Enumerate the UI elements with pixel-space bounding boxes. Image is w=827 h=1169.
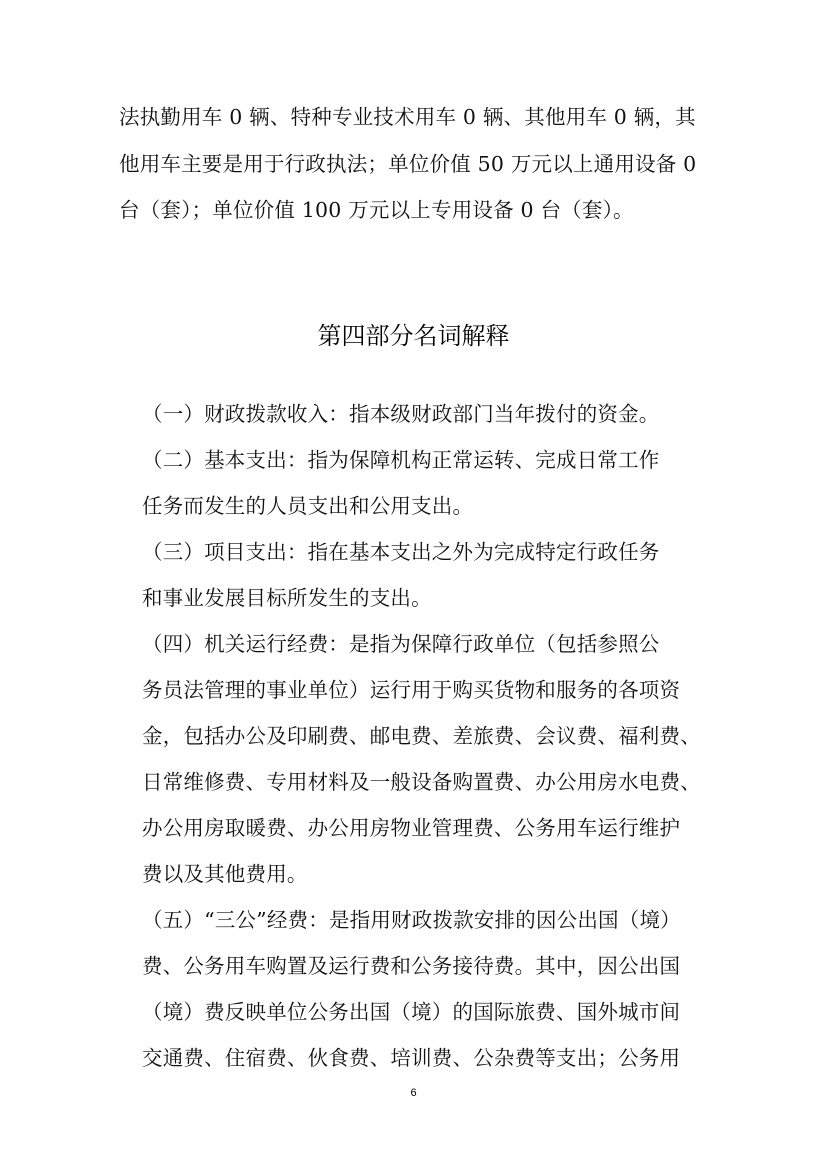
- definition-line: （二）基本支出：指为保障机构正常运转、完成日常工作: [142, 448, 660, 472]
- definition-line: （三）项目支出：指在基本支出之外为完成特定行政任务: [142, 540, 660, 564]
- body-text-line: 他用车主要是用于行政执法；单位价值 50 万元以上通用设备 0: [119, 152, 697, 176]
- definition-line: 务员法管理的事业单位）运行用于购买货物和服务的各项资: [142, 678, 681, 702]
- definition-line: 费、公务用车购置及运行费和公务接待费。其中，因公出国: [142, 954, 681, 978]
- body-text-line: 法执勤用车 0 辆、特种专业技术用车 0 辆、其他用车 0 辆，其: [119, 105, 696, 129]
- definition-line: 交通费、住宿费、伙食费、培训费、公杂费等支出；公务用: [142, 1046, 681, 1070]
- definition-line: （四）机关运行经费：是指为保障行政单位（包括参照公: [142, 632, 660, 656]
- section-heading: 第四部分名词解释: [317, 322, 510, 350]
- body-text-line: 台（套）；单位价值 100 万元以上专用设备 0 台（套）。: [119, 198, 634, 222]
- definition-line: 和事业发展目标所发生的支出。: [142, 586, 432, 610]
- definition-line: 金，包括办公及印刷费、邮电费、差旅费、会议费、福利费、: [142, 724, 701, 748]
- definition-line: 办公用房取暖费、办公用房物业管理费、公务用车运行维护: [142, 816, 681, 840]
- definition-line: （五）“三公”经费：是指用财政拨款安排的因公出国（境）: [142, 908, 681, 932]
- definition-line: 费以及其他费用。: [142, 862, 308, 886]
- page-number: 6: [410, 1087, 417, 1099]
- definition-line: 日常维修费、专用材料及一般设备购置费、办公用房水电费、: [142, 770, 701, 794]
- definition-line: （境）费反映单位公务出国（境）的国际旅费、国外城市间: [142, 1000, 681, 1024]
- definition-line: （一）财政拨款收入：指本级财政部门当年拨付的资金。: [142, 402, 660, 426]
- definition-line: 任务而发生的人员支出和公用支出。: [142, 494, 474, 518]
